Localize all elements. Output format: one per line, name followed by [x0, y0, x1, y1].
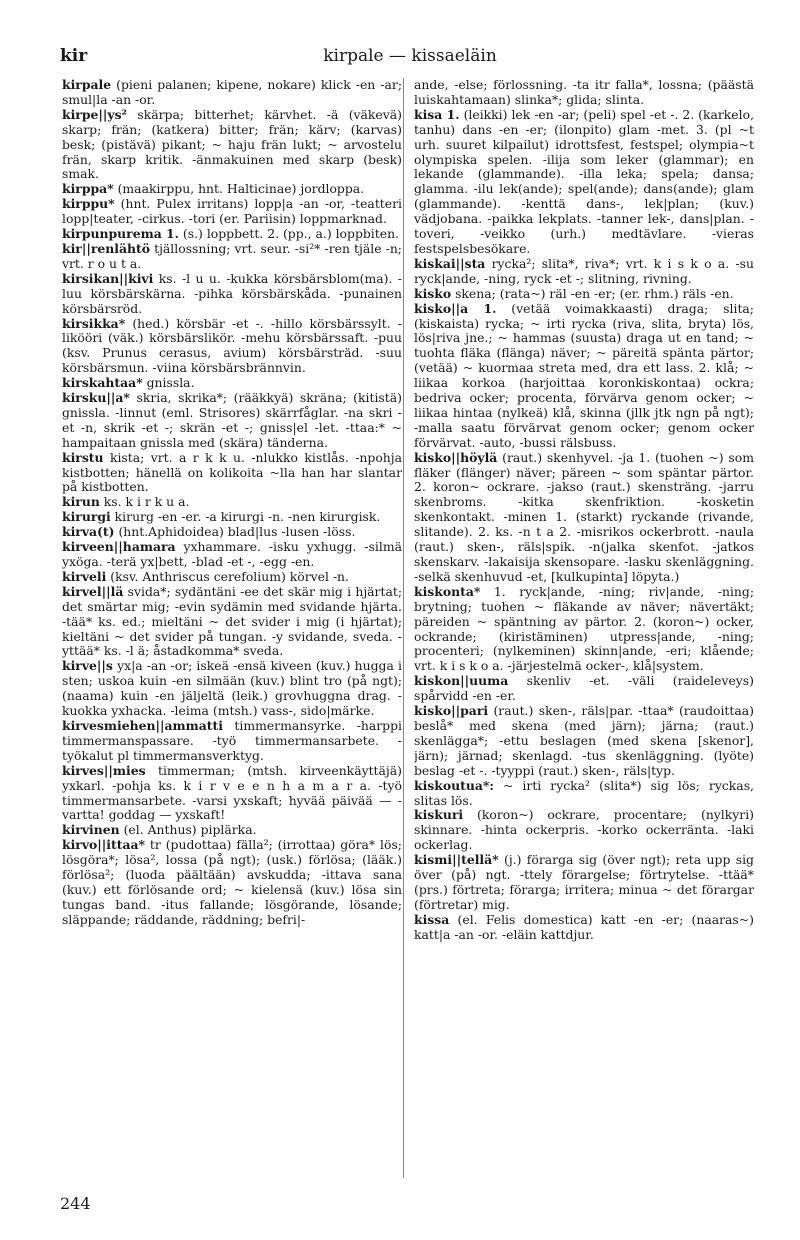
entry-definition: (leikki) lek -en -ar; (peli) spel -et -. 2. (karkelo, tanhu) dans -en -er; (ilonpito) glam -met. 3. (pl ~t urh. suuret kilpailut) idrottsfest, festspel; olympia~t olympiska spelen. -ilija som leker (glammar); en lekande (glammande). -illa leka; spela; dansa; glamma. -ilu lek(ande); spel(ande); dans(ande); glam (glammande). -kenttä dans-, lek|plan; (kuv.) vädjobana. -paikka lekplats. -tanner lek-, dans|plan. -toveri, -veikko (urh.) medtävlare. -vieras festspelsbesökare. — [414, 106, 754, 256]
dictionary-entry — [62, 182, 402, 197]
entry-headword: kirppa* — [62, 181, 114, 197]
entry-headword: kirva(t) — [62, 524, 115, 540]
dictionary-entry — [62, 719, 402, 764]
entry-headword: kirsikka* — [62, 315, 126, 331]
entry-headword: kirstu — [62, 449, 104, 465]
header-range: kirpale — kissaeläin — [323, 46, 497, 66]
dictionary-entry — [414, 674, 754, 704]
dictionary-entry — [62, 764, 402, 824]
entry-definition: gnissla. — [142, 375, 195, 391]
entry-headword: kirpe||ys² — [62, 106, 127, 122]
dictionary-entry — [414, 257, 754, 287]
entry-headword: kiskon||uuma — [414, 673, 509, 689]
entry-definition: (pieni palanen; kipene, nokare) klick -en -ar; smul|la -an -or. — [62, 78, 402, 107]
entry-definition: (hed.) körsbär -et -. -hillo körsbärssylt. -likööri (väk.) körsbärslikör. -mehu körsbärssaft. -puu (ksv. Prunus cerasus, avium) körsbärsträd. -suu körsbärsmun. -viina körsbärsbrännvin. — [62, 315, 402, 376]
entry-definition: tjällossning; vrt. seur. -si²* -ren tjäle -n; vrt. r o u t a. — [62, 240, 402, 271]
entry-definition: (j.) förarga sig (över ngt); reta upp sig över (på) ngt. -ttely förargelse; förtrytelse. -ttää* (prs.) förtreta; förarga; irritera; minua ~ det förargar (förtretar) mig. — [414, 852, 754, 912]
dictionary-entry — [62, 391, 402, 451]
entry-headword: kir||renlähtö — [62, 240, 150, 256]
entry-headword: kirsku||a* — [62, 390, 130, 406]
dictionary-entry — [62, 525, 402, 540]
dictionary-entry — [414, 913, 754, 943]
dictionary-entry — [414, 853, 754, 913]
dictionary-entry — [62, 376, 402, 391]
entry-headword: kisa 1. — [414, 106, 460, 122]
entry-definition: skena; (rata~) räl -en -er; (er. rhm.) räls -en. — [451, 285, 734, 301]
dictionary-entry — [62, 78, 402, 108]
entry-definition: ks. k i r k u a. — [99, 494, 190, 510]
entry-headword: kismi||tellä* — [414, 852, 499, 868]
entry-definition: yx|a -an -or; iskeä -ensä kiveen (kuv.) hugga i sten; uskoa kuin -en silmään (kuv.) blint tro (på ngt); (naama) kuin -en jäljeltä (leik.) grovhuggna drag. -kuokka yxhacka. -leima (mtsh.) vass-, sido|märke. — [62, 658, 402, 719]
dictionary-entry — [62, 197, 402, 227]
page-number: 244 — [60, 1194, 91, 1213]
dictionary-entry — [414, 585, 754, 674]
entry-definition: (koron~) ockrare, procentare; (nylkyri) skinnare. -hinta ockerpris. -korko ockerränta. -laki ockerlag. — [414, 807, 754, 853]
entry-definition: kista; vrt. a r k k u. -nlukko kistlås. -npohja kistbotten; hänellä on kolikoita ~lla han har slantar på kistbotten. — [62, 449, 402, 495]
column-divider — [403, 78, 404, 1178]
entry-headword: kirves||mies — [62, 762, 146, 778]
entry-definition: ks. -l u u. -kukka körsbärsblom(ma). -luu körsbärskärna. -pihka körsbärskåda. -punainen körsbärsröd. — [62, 270, 402, 316]
entry-definition: (el. Felis domestica) katt -en -er; (naaras~) katt|a -an -or. -eläin kattdjur. — [414, 911, 754, 942]
dictionary-entry — [62, 317, 402, 377]
dictionary-entry — [414, 108, 754, 257]
dictionary-entry — [62, 108, 402, 183]
dictionary-entry — [62, 585, 402, 660]
dictionary-entry — [414, 302, 754, 451]
entry-definition: (vetää voimakkaasti) draga; slita; (kiskaista) rycka; ~ irti rycka (riva, slita, bryta) lös, lös|riva jne.; ~ hammas (suusta) draga ut en tand; ~ tuohta fläka (flänga) näver; ~ päreitä spänta pärtor; (vetää) ~ kuormaa streta med, dra ett lass. 2. klå; ~ liikaa korkoa (harjoittaa koronkiskontaa) ockra; bedriva ocker; procenta, förvärva genom ocker; ~ liikaa hintaa (nylkeä) klå, skinna (jllk jtk ngn på ngt); -malla saatu förvärvat genom ocker; genom ocker förvärvat. -auto, -bussi rälsbuss. — [414, 300, 754, 450]
dictionary-entry — [62, 823, 402, 838]
entry-definition: tr (pudottaa) fälla²; (irrottaa) göra* lös; lösgöra*; lösa², lossa (på ngt); (usk.) förlösa; (lääk.) förlösa²; (luoda päältään) avskudda; -ittava sana (kuv.) ett förlösande ord; ~ kielensä (kuv.) lösa sin tungas band. -itus fallande; lösgörande, lösande; släppande; räddande, räddning; befri|- — [62, 837, 402, 927]
dictionary-entry — [62, 451, 402, 496]
entry-definition: (el. Anthus) piplärka. — [119, 822, 257, 838]
dictionary-entry — [414, 808, 754, 853]
entry-headword: kiskai||sta — [414, 255, 486, 271]
entry-headword: kissa — [414, 911, 450, 927]
entry-headword: kirveli — [62, 568, 107, 584]
dictionary-entry — [62, 510, 402, 525]
entry-definition: kirurg -en -er. -a kirurgi -n. -nen kirurgisk. — [110, 509, 381, 525]
left-column — [62, 78, 402, 1178]
dictionary-entry — [414, 779, 754, 809]
entry-headword: kirvo||ittaa* — [62, 837, 145, 853]
entry-headword: kisko — [414, 285, 452, 301]
dictionary-entry — [62, 227, 402, 242]
entry-headword: kirpunpurema 1. — [62, 226, 179, 242]
dictionary-entry — [414, 704, 754, 779]
entry-definition: (raut.) skenhyvel. -ja 1. (tuohen ~) som fläker (flänger) näver; päreen ~ som späntar pärtor. 2. koron~ ockrare. -jakso (raut.) skensträng. -jarru skenbroms. -kitka skenfriktion. -kosketin skenkontakt. -minen 1. (starkt) ryckande (rivande, slitande). 2. ks. -n t a 2. -misrikos ockerbrott. -naula (raut.) sken-, räls|spik. -n(jalka skenfot. -jatkos skenskarv. -lakaisija skensopare. -lasku skenläggning. -selkä skenhuvud -et, [kulkupinta] löpyta.) — [414, 449, 754, 584]
entry-definition: ande, -else; förlossning. -ta itr falla*, lossna; (päästä luiskahtamaan) slinka*; glida; slinta. — [414, 78, 754, 107]
entry-definition: 1. ryck|ande, -ning; riv|ande, -ning; brytning; tuohen ~ fläkande av näver; nävertäkt; päreiden ~ späntning av pärtor. 2. (koron~) ocker, ockrande; (kiristäminen) utpress|ande, -ning; procenteri; (nylkeminen) skinn|ande, -eri; klående; vrt. k i s k o a. -järjestelmä ocker-, klå|system. — [414, 583, 754, 674]
entry-headword: kiskoutua*: — [414, 777, 494, 793]
entry-headword: kirpale — [62, 78, 112, 92]
entry-headword: kiskonta* — [414, 583, 481, 599]
entry-headword: kirvesmiehen||ammatti — [62, 717, 223, 733]
entry-headword: kisko||pari — [414, 703, 489, 719]
entry-headword: kirppu* — [62, 196, 115, 212]
entry-definition: skärpa; bitterhet; kärvhet. -ä (väkevä) skarp; frän; (katkera) bitter; frän; kärv; (karvas) besk; (pistävä) pikant; ~ haju frän lukt; ~ arvostelu frän, skarp kritik. -änmakuinen med skarp (besk) smak. — [62, 106, 402, 182]
entry-headword: kirvel||lä — [62, 583, 124, 599]
entry-headword: kirun — [62, 494, 100, 510]
entry-definition: svida*; sydäntäni -ee det skär mig i hjärtat; det smärtar mig; -evin sydämin med svidande hjärta. -tää* ks. ed.; mieltäni ~ det svider i mig (i hjärtat); kieltäni ~ det svider på tungan. -y svidande, sveda. -yttää* ks. -l ä; åstadkomma* sveda. — [62, 583, 402, 659]
entry-headword: kisko||höylä — [414, 449, 498, 465]
dictionary-entry — [414, 78, 754, 108]
entry-definition: timmermansyrke. -harppi timmermanspassare. -työ timmermansarbete. -työkalut pl timmermansverktyg. — [62, 717, 402, 763]
entry-definition: timmerman; (mtsh. kirveenkäyttäjä) yxkarl. -pohja ks. k i r v e e n h a m a r a. -työ timmermansarbete. -varsi yxskaft; hyvää päivää — -vartta! goddag — yxskaft! — [62, 762, 402, 823]
entry-definition: (hnt. Pulex irritans) lopp|a -an -or, -teatteri lopp|teater, -cirkus. -tori (er. Pariisin) loppmarknad. — [62, 196, 402, 227]
entry-headword: kirsikan||kivi — [62, 270, 154, 286]
entry-headword: kirveen||hamara — [62, 539, 176, 555]
entry-definition: yxhammare. -isku yxhugg. -silmä yxöga. -terä yx|bett, -blad -et -, -egg -en. — [62, 539, 402, 569]
entry-headword: kiskuri — [414, 807, 464, 823]
entry-headword: kirve||s — [62, 658, 113, 674]
dictionary-entry — [62, 242, 402, 272]
entry-definition: ~ irti rycka² (slita*) sig lös; ryckas, slitas lös. — [414, 777, 754, 808]
dictionary-entry — [62, 272, 402, 317]
entry-definition: skenliv -et. -väli (raideleveys) spårvidd -en -er. — [414, 673, 754, 704]
entry-headword: kirvinen — [62, 822, 120, 838]
dictionary-entry — [62, 570, 402, 585]
dictionary-entry — [62, 838, 402, 927]
dictionary-entry — [62, 659, 402, 719]
entry-headword: kirskahtaa* — [62, 375, 143, 391]
entry-headword: kisko||a 1. — [414, 300, 497, 316]
dictionary-entry — [62, 495, 402, 510]
entry-definition: rycka²; slita*, riva*; vrt. k i s k o a. -su ryck|ande, -ning, ryck -et -; slitning, rivning. — [414, 255, 754, 286]
entry-definition: skria, skrika*; (rääkkyä) skräna; (kitistä) gnissla. -linnut (eml. Strisores) skärrfåglar. -na skri -et -n, skrik -et -; skrän -et -; gniss|el -let. -ttaa:* ~ hampaitaan gnissla med (skära) tänderna. — [62, 390, 402, 450]
entry-headword: kirurgi — [62, 509, 111, 525]
entry-definition: (ksv. Anthriscus cerefolium) körvel -n. — [106, 568, 349, 584]
entry-definition: (maakirppu, hnt. Halticinae) jordloppa. — [113, 181, 365, 197]
entry-definition: (hnt.Aphidoidea) blad|lus -lusen -löss. — [114, 524, 356, 540]
dictionary-entry — [414, 287, 754, 302]
right-column — [414, 78, 754, 1178]
entry-definition: (s.) loppbett. 2. (pp., a.) loppbiten. — [178, 226, 399, 242]
dictionary-entry — [414, 451, 754, 585]
page-header — [60, 46, 760, 68]
dictionary-entry — [62, 540, 402, 570]
header-left-guideword: kir — [60, 46, 88, 66]
entry-definition: (raut.) sken-, räls|par. -ttaa* (raudoittaa) beslå* med skena (med järn); järna; (raut.) skenlägga*; -ettu beslagen (med skena [skenor], järn); järnad; skenlagd. -tus skenläggning. (lyöte) beslag -et -. -tyyppi (raut.) sken-, räls|typ. — [414, 703, 754, 778]
